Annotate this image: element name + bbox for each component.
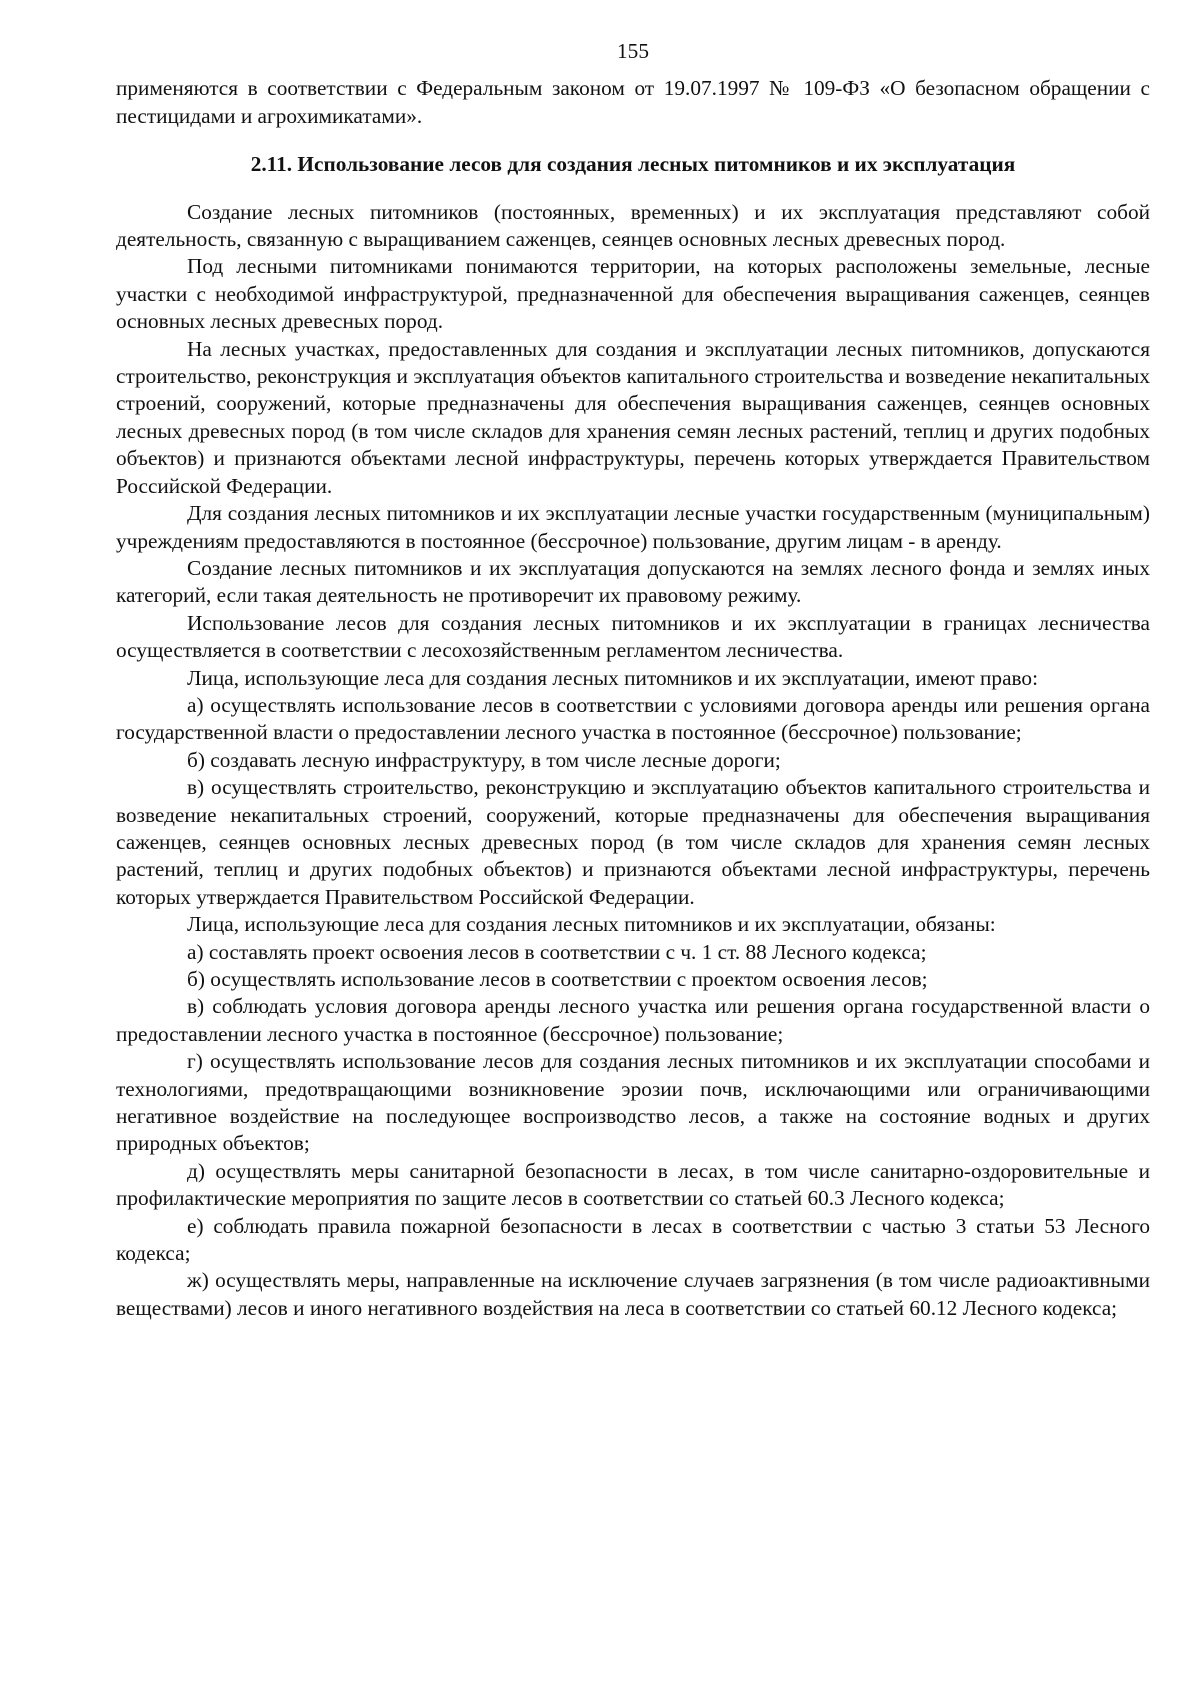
- list-item: а) составлять проект освоения лесов в соответствии с ч. 1 ст. 88 Лесного кодекса;: [187, 939, 927, 964]
- list-item: б) осуществлять использование лесов в соответствии с проектом освоения лесов;: [187, 967, 928, 991]
- paragraph: Создание лесных питомников (постоянных, временных) и их эксплуатация представляют собой деятельность, связанную с выращиванием саженцев, сеянцев основных лесных древесных пород.: [116, 199, 1150, 252]
- list-item: д) осуществлять меры санитарной безопасности в лесах, в том числе санитарно-оздоровительные и профилактические мероприятия по защите лесов в соответствии со статьей 60.3 Лесного кодекса;: [116, 1158, 1150, 1211]
- list-item: е) соблюдать правила пожарной безопасности в лесах в соответствии с частью 3 статьи 53 Лесного кодекса;: [116, 1213, 1150, 1266]
- paragraph: Под лесными питомниками понимаются территории, на которых расположены земельные, лесные участки с необходимой инфраструктурой, предназначенной для обеспечения выращивания саженцев, сеянцев основных лесных древесных пород.: [116, 254, 1150, 334]
- section-heading: 2.11. Использование лесов для создания лесных питомников и их эксплуатация: [250, 152, 1016, 177]
- list-item: а) осуществлять использование лесов в соответствии с условиями договора аренды или решения органа государственной власти о предоставлении лесного участка в постоянное (бессрочное) пользование;: [116, 692, 1150, 745]
- document-page: [116, 38, 1150, 1322]
- paragraph: Использование лесов для создания лесных питомников и их эксплуатации в границах лесничества осуществляется в соответствии с лесохозяйственным регламентом лесничества.: [116, 610, 1150, 663]
- paragraph: Лица, использующие леса для создания лесных питомников и их эксплуатации, обязаны:: [187, 912, 996, 937]
- list-item: г) осуществлять использование лесов для создания лесных питомников и их эксплуатации способами и технологиями, предотвращающими возникновение эрозии почв, исключающими или ограничивающими негативное воздействие на последующее воспроизводство лесов, а также на состояние водных и других природных объектов;: [116, 1049, 1150, 1156]
- list-item: в) осуществлять строительство, реконструкцию и эксплуатацию объектов капитального строительства и возведение некапитальных строений, сооружений, которые предназначены для обеспечения выращивания саженцев, сеянцев основных лесных древесных пород (в том числе складов для хранения семян лесных растений, теплиц и других подобных объектов) и признаются объектами лесной инфраструктуры, перечень которых утверждается Правительством Российской Федерации.: [116, 775, 1150, 909]
- intro-paragraph: применяются в соответствии с Федеральным законом от 19.07.1997 № 109-ФЗ «О безопасном обращении с пестицидами и агрохимикатами».: [116, 76, 1150, 128]
- list-item: б) создавать лесную инфраструктуру, в том числе лесные дороги;: [187, 747, 781, 772]
- page-number: 155: [617, 39, 649, 63]
- list-item: в) соблюдать условия договора аренды лесного участка или решения органа государственной власти о предоставлении лесного участка в постоянное (бессрочное) пользование;: [116, 994, 1150, 1046]
- paragraph: Создание лесных питомников и их эксплуатация допускаются на землях лесного фонда и землях иных категорий, если такая деятельность не противоречит их правовому режиму.: [116, 555, 1150, 608]
- paragraph: Для создания лесных питомников и их эксплуатации лесные участки государственным (муниципальным) учреждениям предоставляются в постоянное (бессрочное) пользование, другим лицам - в аренду.: [116, 501, 1150, 553]
- paragraph: Лица, использующие леса для создания лесных питомников и их эксплуатации, имеют право:: [187, 665, 1038, 690]
- paragraph: На лесных участках, предоставленных для создания и эксплуатации лесных питомников, допускаются строительство, реконструкция и эксплуатация объектов капитального строительства и возведение некапитальных строений, сооружений, которые предназначены для обеспечения выращивания саженцев, сеянцев основных лесных древесных пород (в том числе складов для хранения семян лесных растений, теплиц и других подобных объектов) и признаются объектами лесной инфраструктуры, перечень которых утверждается Правительством Российской Федерации.: [116, 336, 1150, 498]
- list-item: ж) осуществлять меры, направленные на исключение случаев загрязнения (в том числе радиоактивными веществами) лесов и иного негативного воздействия на леса в соответствии со статьей 60.12 Лесного кодекса;: [116, 1268, 1150, 1320]
